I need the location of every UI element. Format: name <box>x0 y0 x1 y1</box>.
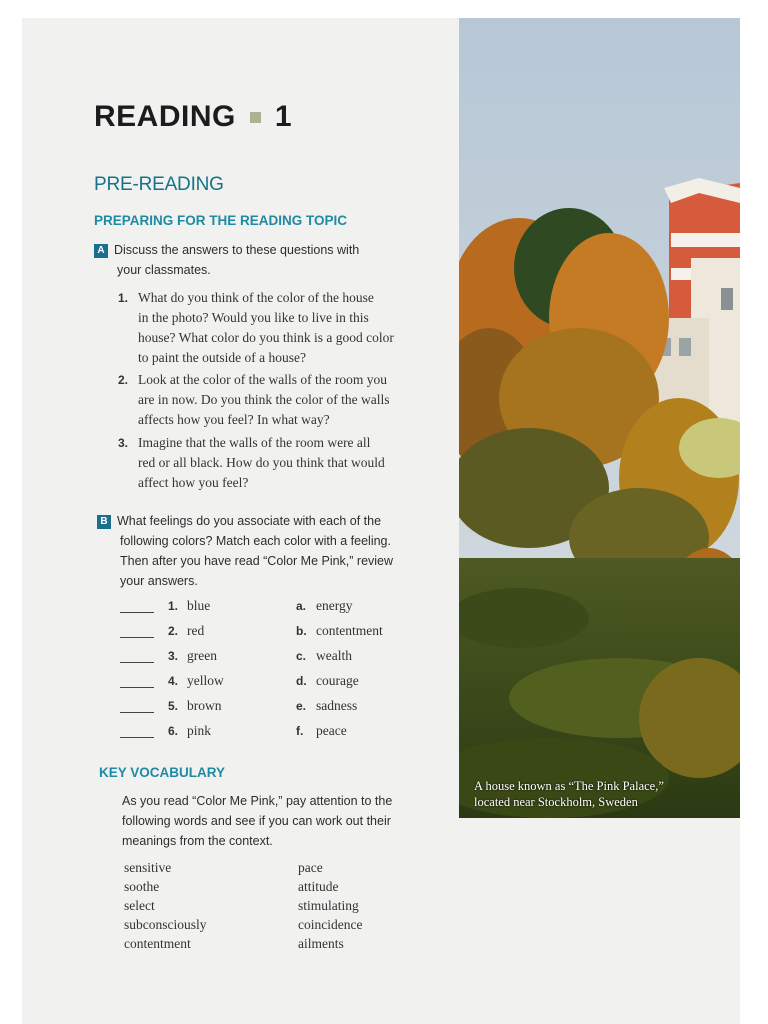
section-b-instructions <box>97 511 393 591</box>
color-number: 4. <box>168 674 179 688</box>
feeling-word: contentment <box>316 623 383 638</box>
section-b-instruction-line: What feelings do you associate with each of the <box>117 514 382 528</box>
question-line: What do you think of the color of the house <box>138 290 374 305</box>
preparing-subtitle: PREPARING FOR THE READING TOPIC <box>94 213 348 228</box>
color-number: 2. <box>168 624 179 638</box>
vocab-word: sensitive <box>124 860 172 875</box>
match-row <box>120 599 420 621</box>
section-b-instruction-line: Then after you have read “Color Me Pink,” review <box>120 554 394 568</box>
section-b-instruction-line: following colors? Match each color with a feeling. <box>120 534 391 548</box>
color-number: 5. <box>168 699 179 713</box>
match-row <box>120 699 420 721</box>
vocab-word: coincidence <box>298 917 363 932</box>
match-row <box>120 649 420 671</box>
page-edge <box>740 18 768 1024</box>
question-number: 2. <box>118 373 129 387</box>
answer-blank[interactable] <box>120 637 154 638</box>
match-row <box>120 624 420 646</box>
vocab-instruction-line: meanings from the context. <box>122 834 273 848</box>
question-line: affects how you feel? In what way? <box>138 412 330 427</box>
feeling-letter: a. <box>296 599 307 613</box>
photo-caption <box>474 778 736 810</box>
section-a-instruction-line: Discuss the answers to these questions with <box>114 243 360 257</box>
vocab-word: soothe <box>124 879 160 894</box>
vocab-instruction-line: As you read “Color Me Pink,” pay attention to the <box>122 794 393 808</box>
color-word: blue <box>187 598 211 613</box>
feeling-letter: d. <box>296 674 307 688</box>
color-word: pink <box>187 723 212 738</box>
feeling-letter: f. <box>296 724 304 738</box>
answer-blank[interactable] <box>120 612 154 613</box>
answer-blank[interactable] <box>120 712 154 713</box>
color-word: green <box>187 648 217 663</box>
house-photo <box>459 18 740 818</box>
reading-heading <box>94 100 292 134</box>
question-2 <box>118 370 443 430</box>
question-line: Look at the color of the walls of the room you <box>138 372 387 387</box>
key-vocabulary-instructions <box>122 791 392 851</box>
section-b-instruction-line: your answers. <box>120 574 198 588</box>
color-word: brown <box>187 698 222 713</box>
vocab-word: ailments <box>298 936 344 951</box>
section-b-badge: B <box>97 515 111 529</box>
section-a-instructions <box>94 240 359 280</box>
color-number: 3. <box>168 649 179 663</box>
key-vocabulary-title: KEY VOCABULARY <box>99 765 226 780</box>
vocabulary-column-1 <box>124 858 207 953</box>
question-line: to paint the outside of a house? <box>138 350 306 365</box>
vocab-word: contentment <box>124 936 191 951</box>
section-a-badge: A <box>94 244 108 258</box>
vocab-word: select <box>124 898 155 913</box>
match-row <box>120 724 420 746</box>
feeling-letter: b. <box>296 624 307 638</box>
match-row <box>120 674 420 696</box>
caption-line: located near Stockholm, Sweden <box>474 795 638 809</box>
vocab-word: pace <box>298 860 323 875</box>
question-1 <box>118 288 443 368</box>
question-number: 3. <box>118 436 129 450</box>
vocab-word: attitude <box>298 879 339 894</box>
color-number: 6. <box>168 724 179 738</box>
question-line: house? What color do you think is a good color <box>138 330 394 345</box>
feeling-word: courage <box>316 673 359 688</box>
question-line: affect how you feel? <box>138 475 249 490</box>
feeling-letter: e. <box>296 699 307 713</box>
caption-line: A house known as “The Pink Palace,” <box>474 779 664 793</box>
question-number: 1. <box>118 291 129 305</box>
question-3 <box>118 433 443 493</box>
color-number: 1. <box>168 599 179 613</box>
reading-heading-number: 1 <box>274 100 293 133</box>
answer-blank[interactable] <box>120 662 154 663</box>
vocab-word: stimulating <box>298 898 359 913</box>
color-word: yellow <box>187 673 224 688</box>
question-line: red or all black. How do you think that would <box>138 455 385 470</box>
feeling-word: sadness <box>316 698 358 713</box>
vocab-instruction-line: following words and see if you can work out their <box>122 814 391 828</box>
reading-heading-word: READING <box>94 100 236 133</box>
pre-reading-title: PRE-READING <box>94 174 224 195</box>
answer-blank[interactable] <box>120 687 154 688</box>
color-word: red <box>187 623 205 638</box>
question-line: in the photo? Would you like to live in this <box>138 310 369 325</box>
question-line: Imagine that the walls of the room were all <box>138 435 371 450</box>
section-a-instruction-line: your classmates. <box>117 263 211 277</box>
feeling-word: energy <box>316 598 353 613</box>
vocabulary-column-2 <box>298 858 362 953</box>
square-bullet-icon <box>250 112 261 123</box>
feeling-word: wealth <box>316 648 352 663</box>
vocab-word: subconsciously <box>124 917 207 932</box>
feeling-letter: c. <box>296 649 307 663</box>
answer-blank[interactable] <box>120 737 154 738</box>
question-line: are in now. Do you think the color of the walls <box>138 392 390 407</box>
feeling-word: peace <box>316 723 347 738</box>
